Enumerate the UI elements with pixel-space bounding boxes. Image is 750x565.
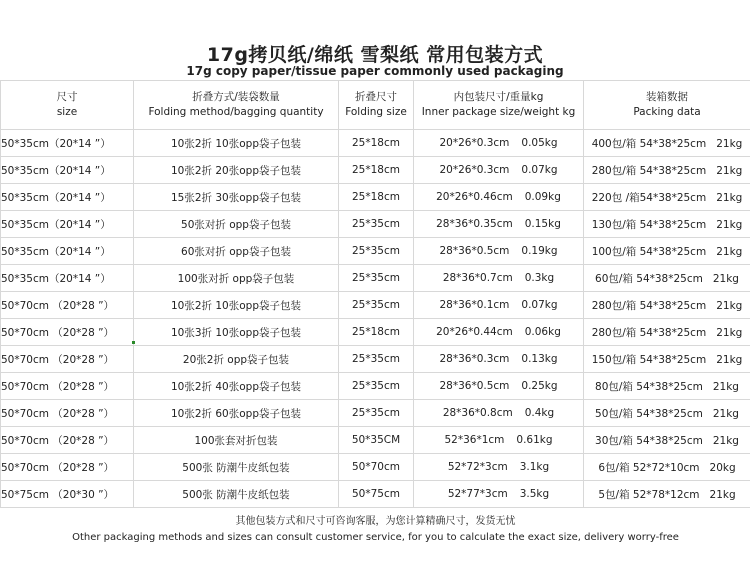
title-chinese: 17g拷贝纸/绵纸 雪梨纸 常用包装方式	[206, 44, 544, 66]
cell-folding-size	[339, 319, 414, 346]
cell-inner-package	[414, 184, 584, 211]
inner-weight-value: 0.05kg	[521, 137, 558, 149]
cell-packing-data	[584, 157, 750, 184]
cell-inner-package	[414, 157, 584, 184]
table-row	[1, 346, 750, 373]
table-row	[1, 427, 750, 454]
cell-folding-method	[134, 481, 339, 508]
folding-method-value: 100张套对折包装	[194, 434, 278, 447]
cell-inner-package	[414, 427, 584, 454]
packing-value: 130包/箱 54*38*25cm	[591, 218, 707, 231]
packing-weight-value: 21kg	[712, 380, 739, 393]
size-value: 50*35cm（20*14 ”）	[1, 272, 111, 285]
inner-size-value: 20*26*0.46cm	[436, 191, 513, 203]
table-row	[1, 157, 750, 184]
cell-packing-data	[584, 130, 750, 157]
size-value: 50*35cm（20*14 ”）	[1, 137, 111, 150]
table-row	[1, 400, 750, 427]
cell-inner-package	[414, 292, 584, 319]
header-en: size	[56, 106, 78, 118]
cell-inner-package	[414, 319, 584, 346]
inner-weight-value: 0.25kg	[521, 380, 558, 392]
size-value: 50*70cm （20*28 ”）	[1, 326, 115, 339]
packing-value: 30包/箱 54*38*25cm	[595, 434, 703, 447]
inner-size-value: 28*36*0.3cm	[439, 353, 510, 365]
size-value: 50*70cm （20*28 ”）	[1, 353, 115, 366]
cell-size	[1, 157, 134, 184]
cell-packing-data	[584, 211, 750, 238]
folding-size-value: 50*70cm	[352, 461, 400, 473]
cell-packing-data	[584, 184, 750, 211]
inner-size-value: 28*36*0.8cm	[442, 407, 513, 419]
header-inner-package	[414, 81, 584, 130]
footer-row	[1, 508, 750, 553]
folding-size-value: 25*18cm	[352, 326, 400, 338]
cell-folding-method	[134, 292, 339, 319]
cell-folding-method	[134, 130, 339, 157]
size-value: 50*70cm （20*28 ”）	[1, 299, 115, 312]
table-row	[1, 211, 750, 238]
folding-size-value: 50*75cm	[352, 488, 400, 500]
cell-folding-size	[339, 400, 414, 427]
cell-folding-size	[339, 427, 414, 454]
cell-inner-package	[414, 265, 584, 292]
folding-method-value: 20张2折 opp袋子包装	[182, 353, 290, 366]
cell-size	[1, 319, 134, 346]
cell-size	[1, 292, 134, 319]
folding-method-value: 500张 防潮牛皮纸包装	[182, 488, 290, 501]
cell-folding-size	[339, 454, 414, 481]
folding-size-value: 25*18cm	[352, 137, 400, 149]
inner-size-value: 52*72*3cm	[447, 461, 508, 473]
cell-size	[1, 238, 134, 265]
table-header-row	[1, 81, 750, 130]
cell-packing-data	[584, 454, 750, 481]
cell-inner-package	[414, 130, 584, 157]
packing-value: 60包/箱 54*38*25cm	[595, 272, 703, 285]
table-row	[1, 238, 750, 265]
inner-size-value: 28*36*0.5cm	[439, 245, 510, 257]
packing-value: 6包/箱 52*72*10cm	[598, 461, 700, 474]
table-row	[1, 292, 750, 319]
cell-folding-method	[134, 319, 339, 346]
packing-value: 220包 /箱54*38*25cm	[591, 191, 707, 204]
inner-size-value: 52*36*1cm	[444, 434, 505, 446]
packing-value: 5包/箱 52*78*12cm	[598, 488, 700, 501]
cell-size	[1, 373, 134, 400]
cell-folding-size	[339, 238, 414, 265]
cell-size	[1, 211, 134, 238]
folding-size-value: 25*35cm	[352, 380, 400, 392]
packing-value: 80包/箱 54*38*25cm	[595, 380, 703, 393]
folding-method-value: 50张对折 opp袋子包装	[181, 218, 291, 231]
packing-value: 280包/箱 54*38*25cm	[591, 326, 707, 339]
cell-packing-data	[584, 292, 750, 319]
folding-method-value: 10张2折 10张opp袋子包装	[171, 299, 301, 312]
table-row	[1, 373, 750, 400]
folding-method-value: 100张对折 opp袋子包装	[177, 272, 295, 285]
inner-weight-value: 0.07kg	[521, 299, 558, 311]
table-row	[1, 454, 750, 481]
cell-inner-package	[414, 238, 584, 265]
cell-size	[1, 400, 134, 427]
cell-packing-data	[584, 346, 750, 373]
size-value: 50*75cm （20*30 ”）	[1, 488, 115, 501]
folding-size-value: 25*35cm	[352, 407, 400, 419]
packing-value: 100包/箱 54*38*25cm	[591, 245, 707, 258]
packing-weight-value: 21kg	[716, 299, 743, 312]
cell-folding-size	[339, 373, 414, 400]
inner-weight-value: 0.4kg	[524, 407, 555, 419]
cell-inner-package	[414, 481, 584, 508]
folding-size-value: 25*18cm	[352, 164, 400, 176]
cell-folding-size	[339, 265, 414, 292]
inner-size-value: 28*36*0.5cm	[439, 380, 510, 392]
header-cn: 内包装尺寸/重量kg	[453, 91, 544, 103]
inner-size-value: 28*36*0.7cm	[442, 272, 513, 284]
inner-weight-value: 3.1kg	[519, 461, 550, 473]
packing-value: 50包/箱 54*38*25cm	[595, 407, 703, 420]
packing-weight-value: 21kg	[716, 353, 743, 366]
header-folding-method	[134, 81, 339, 130]
cell-size	[1, 184, 134, 211]
size-value: 50*35cm（20*14 ”）	[1, 191, 111, 204]
footer-chinese: 其他包装方式和尺寸可咨询客服，为您计算精确尺寸，发货无忧	[235, 516, 516, 527]
folding-method-value: 10张2折 40张opp袋子包装	[171, 380, 301, 393]
cell-folding-size	[339, 157, 414, 184]
size-value: 50*70cm （20*28 ”）	[1, 380, 115, 393]
header-cn: 折叠尺寸	[355, 91, 397, 103]
table-row	[1, 481, 750, 508]
inner-size-value: 52*77*3cm	[447, 488, 508, 500]
header-en: Inner package size/weight kg	[421, 106, 576, 118]
folding-method-value: 15张2折 30张opp袋子包装	[171, 191, 301, 204]
header-packing-data	[584, 81, 750, 130]
inner-weight-value: 0.3kg	[524, 272, 555, 284]
folding-method-value: 10张2折 60张opp袋子包装	[171, 407, 301, 420]
header-folding-size	[339, 81, 414, 130]
inner-weight-value: 0.09kg	[524, 191, 561, 203]
header-cn: 装箱数据	[646, 91, 688, 103]
packing-weight-value: 21kg	[709, 488, 736, 501]
cell-folding-method	[134, 373, 339, 400]
folding-size-value: 25*35cm	[352, 299, 400, 311]
packing-weight-value: 20kg	[709, 461, 736, 474]
size-value: 50*70cm （20*28 ”）	[1, 407, 115, 420]
header-size	[1, 81, 134, 130]
folding-method-value: 60张对折 opp袋子包装	[181, 245, 291, 258]
cell-folding-method	[134, 400, 339, 427]
inner-size-value: 20*26*0.3cm	[439, 137, 510, 149]
table-row	[1, 184, 750, 211]
inner-weight-value: 0.06kg	[524, 326, 561, 338]
cell-inner-package	[414, 400, 584, 427]
cell-packing-data	[584, 265, 750, 292]
folding-method-value: 10张3折 10张opp袋子包装	[171, 326, 301, 339]
inner-size-value: 28*36*0.1cm	[439, 299, 510, 311]
cell-folding-size	[339, 292, 414, 319]
cell-size	[1, 454, 134, 481]
cell-folding-method	[134, 427, 339, 454]
cell-inner-package	[414, 211, 584, 238]
header-en: Folding size	[345, 106, 407, 118]
table-row	[1, 319, 750, 346]
size-value: 50*70cm （20*28 ”）	[1, 461, 115, 474]
packing-weight-value: 21kg	[716, 326, 743, 339]
inner-weight-value: 0.13kg	[521, 353, 558, 365]
inner-weight-value: 0.61kg	[516, 434, 553, 446]
cell-folding-method	[134, 238, 339, 265]
header-cn: 折叠方式/装袋数量	[192, 91, 280, 103]
cell-folding-size	[339, 481, 414, 508]
cell-folding-size	[339, 346, 414, 373]
cell-size	[1, 130, 134, 157]
packing-weight-value: 21kg	[716, 245, 743, 258]
footer-english: Other packaging methods and sizes can consult customer service, for you to calculate the exact size, delivery worry-free	[72, 532, 679, 543]
folding-method-value: 10张2折 10张opp袋子包装	[171, 137, 301, 150]
inner-size-value: 20*26*0.44cm	[436, 326, 513, 338]
folding-method-value: 10张2折 20张opp袋子包装	[171, 164, 301, 177]
cell-size	[1, 481, 134, 508]
packing-weight-value: 21kg	[716, 137, 743, 150]
cell-inner-package	[414, 346, 584, 373]
folding-method-value: 500张 防潮牛皮纸包装	[182, 461, 290, 474]
packing-weight-value: 21kg	[716, 191, 743, 204]
cell-packing-data	[584, 373, 750, 400]
cell-folding-size	[339, 211, 414, 238]
packing-weight-value: 21kg	[716, 218, 743, 231]
folding-size-value: 50*35CM	[351, 434, 401, 446]
cell-size	[1, 427, 134, 454]
cell-folding-method	[134, 157, 339, 184]
cell-packing-data	[584, 400, 750, 427]
green-dot-mark	[132, 341, 135, 344]
cell-packing-data	[584, 481, 750, 508]
cell-folding-size	[339, 184, 414, 211]
inner-weight-value: 0.15kg	[524, 218, 561, 230]
packing-weight-value: 21kg	[712, 434, 739, 447]
folding-size-value: 25*35cm	[352, 272, 400, 284]
packing-value: 150包/箱 54*38*25cm	[591, 353, 707, 366]
inner-size-value: 28*36*0.35cm	[436, 218, 513, 230]
inner-weight-value: 0.19kg	[521, 245, 558, 257]
size-value: 50*35cm（20*14 ”）	[1, 245, 111, 258]
cell-folding-method	[134, 184, 339, 211]
folding-size-value: 25*35cm	[352, 353, 400, 365]
packing-value: 400包/箱 54*38*25cm	[591, 137, 707, 150]
packing-value: 280包/箱 54*38*25cm	[591, 299, 707, 312]
cell-inner-package	[414, 454, 584, 481]
folding-size-value: 25*35cm	[352, 218, 400, 230]
cell-folding-size	[339, 130, 414, 157]
folding-size-value: 25*35cm	[352, 245, 400, 257]
table-row	[1, 265, 750, 292]
footer-note	[1, 508, 750, 553]
header-en: Folding method/bagging quantity	[148, 106, 324, 118]
packing-weight-value: 21kg	[716, 164, 743, 177]
cell-folding-method	[134, 265, 339, 292]
cell-inner-package	[414, 373, 584, 400]
packaging-table	[0, 80, 750, 552]
cell-packing-data	[584, 427, 750, 454]
cell-size	[1, 346, 134, 373]
folding-size-value: 25*18cm	[352, 191, 400, 203]
cell-packing-data	[584, 238, 750, 265]
size-value: 50*35cm（20*14 ”）	[1, 164, 111, 177]
inner-weight-value: 3.5kg	[519, 488, 550, 500]
packing-weight-value: 21kg	[712, 272, 739, 285]
title-english: 17g copy paper/tissue paper commonly used packaging	[186, 64, 564, 78]
cell-folding-method	[134, 346, 339, 373]
cell-folding-method	[134, 454, 339, 481]
header-cn: 尺寸	[56, 91, 78, 103]
cell-size	[1, 265, 134, 292]
packing-weight-value: 21kg	[712, 407, 739, 420]
packing-value: 280包/箱 54*38*25cm	[591, 164, 707, 177]
cell-packing-data	[584, 319, 750, 346]
size-value: 50*70cm （20*28 ”）	[1, 434, 115, 447]
header-en: Packing data	[633, 106, 701, 118]
inner-weight-value: 0.07kg	[521, 164, 558, 176]
table-row	[1, 130, 750, 157]
size-value: 50*35cm（20*14 ”）	[1, 218, 111, 231]
cell-folding-method	[134, 211, 339, 238]
inner-size-value: 20*26*0.3cm	[439, 164, 510, 176]
